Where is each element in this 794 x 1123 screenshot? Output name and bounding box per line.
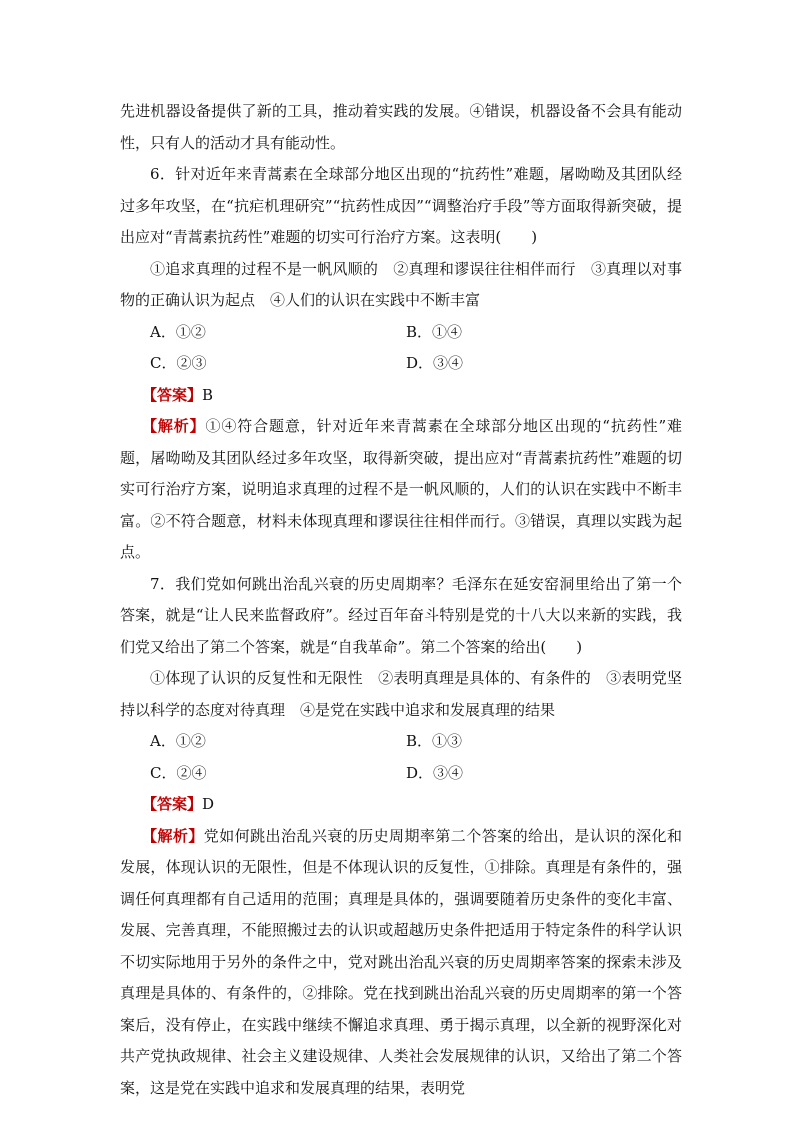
question-7-statements: ①体现了认识的反复性和无限性 ②表明真理是具体的、有条件的 ③表明党坚持以科学的态度对待真理 ④是党在实践中追求和发展真理的结果 (120, 669, 682, 719)
question-6-statements: ①追求真理的过程不是一帆风顺的 ②真理和谬误往往相伴而行 ③真理以对事物的正确认识为起点 ④人们的认识在实践中不断丰富 (120, 259, 682, 309)
question-7-option-c: C．②④ (150, 763, 207, 782)
question-6-explanation (120, 411, 682, 569)
question-6-answer (120, 380, 682, 412)
question-6-options (120, 317, 682, 380)
answer-tag: 【答案】 (142, 795, 203, 813)
question-6-stem: 6．针对近年来青蒿素在全球部分地区出现的“抗药性”难题，屠呦呦及其团队经过多年攻坚，在“抗疟机理研究”“抗药性成因”“调整治疗手段”等方面取得新突破，提出应对“青蒿素抗药性”难题的切实可行治疗方案。这表明( ) (120, 165, 682, 246)
intro-paragraph: 先进机器设备提供了新的工具，推动着实践的发展。④错误，机器设备不会具有能动性，只有人的活动才具有能动性。 (120, 102, 682, 152)
explanation-text: 党如何跳出治乱兴衰的历史周期率第二个答案的给出，是认识的深化和发展，体现认识的无限性，但是不体现认识的反复性，①排除。真理是有条件的，强调任何真理都有自己适用的范围；真理是具体的，强调要随着历史条件的变化丰富、发展、完善真理，不能照搬过去的认识或超越历史条件把适用于特定条件的科学认识不切实际地用于另外的条件之中，党对跳出治乱兴衰的历史周期率答案的探索未涉及真理是具体的、有条件的，②排除。党在找到跳出治乱兴衰的历史周期率的第一个答案后，没有停止，在实践中继续不懈追求真理、勇于揭示真理，以全新的视野深化对共产党执政规律、社会主义建设规律、人类社会发展规律的认识，又给出了第二个答案，这是党在实践中追求和发展真理的结果，表明党 (120, 826, 682, 1097)
question-7-explanation (120, 821, 682, 1105)
explanation-text: ①④符合题意，针对近年来青蒿素在全球部分地区出现的“抗药性”难题，屠呦呦及其团队经过多年攻坚，取得新突破，提出应对“青蒿素抗药性”难题的切实可行治疗方案，说明追求真理的过程不是一帆风顺的，人们的认识在实践中不断丰富。②不符合题意，材料未体现真理和谬误往往相伴而行。③错误，真理以实践为起点。 (120, 417, 682, 561)
question-6-option-b: B．①④ (406, 322, 463, 341)
answer-tag: 【答案】 (142, 385, 203, 404)
answer-value: D (202, 795, 215, 813)
question-6-option-d: D．③④ (406, 354, 464, 372)
explanation-tag: 【解析】 (142, 826, 204, 845)
question-7-answer (120, 789, 682, 821)
question-7-option-a: A．①② (150, 732, 206, 750)
question-6-option-a: A．①② (150, 322, 206, 341)
question-7-option-b: B．①③ (406, 732, 463, 750)
question-7-stem: 7．我们党如何跳出治乱兴衰的历史周期率？毛泽东在延安窑洞里给出了第一个答案，就是“让人民来监督政府”。经过百年奋斗特别是党的十八大以来新的实践，我们党又给出了第二个答案，就是“自我革命”。第二个答案的给出( ) (120, 574, 682, 656)
answer-value: B (202, 385, 214, 404)
question-7-options (120, 726, 682, 789)
question-6-option-c: C．②③ (150, 354, 207, 372)
question-7-option-d: D．③④ (406, 763, 464, 782)
document-body (120, 96, 682, 1104)
explanation-tag: 【解析】 (142, 417, 206, 435)
